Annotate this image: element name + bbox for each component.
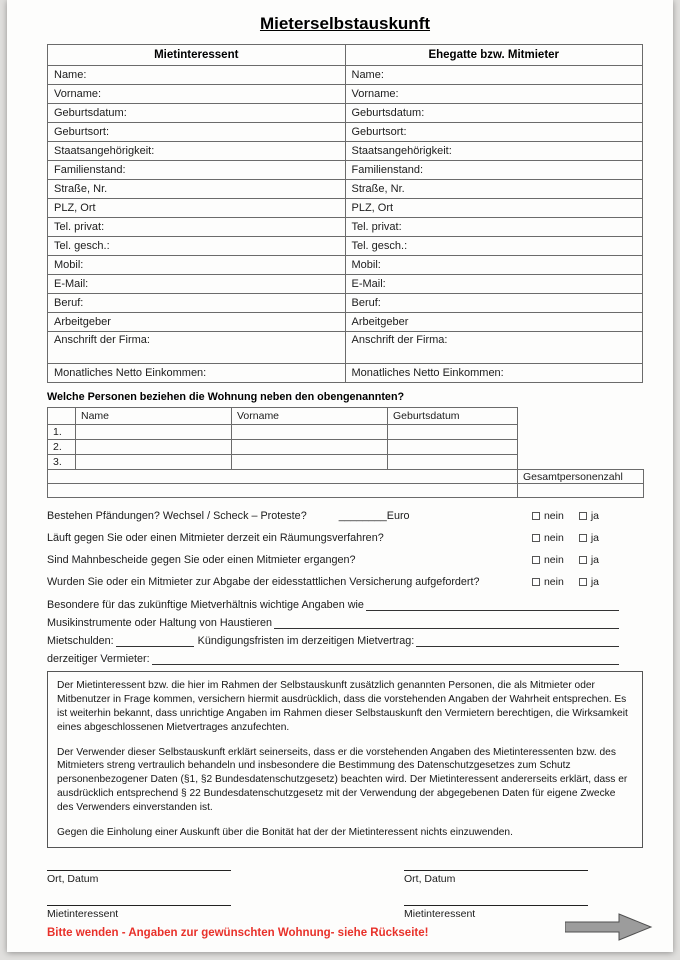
euro-fill-line[interactable]: ________Euro — [338, 510, 410, 522]
applicant-row-name — [48, 66, 643, 85]
line-besondere-angaben — [47, 593, 643, 611]
line-label: Kündigungsfristen im derzeitigen Mietvertrag: — [197, 635, 415, 647]
field-cell-mietinteressent[interactable]: Arbeitgeber — [48, 313, 346, 332]
checkbox-label-ja: ja — [590, 532, 599, 544]
field-cell-mitmieter[interactable]: PLZ, Ort — [345, 199, 643, 218]
question-pfaendungen — [47, 505, 643, 527]
checkbox-ja[interactable] — [579, 534, 587, 542]
column-header-mietinteressent: Mietinteressent — [48, 45, 346, 66]
checkbox-label-ja: ja — [590, 510, 599, 522]
line-derzeitiger-vermieter — [47, 647, 643, 665]
checkbox-label-ja: ja — [590, 576, 599, 588]
checkbox-label-nein: nein — [543, 554, 564, 566]
field-cell-mitmieter[interactable]: Arbeitgeber — [345, 313, 643, 332]
answer-options — [532, 510, 599, 522]
field-cell-mitmieter[interactable]: E-Mail: — [345, 275, 643, 294]
field-cell-mitmieter[interactable]: Mobil: — [345, 256, 643, 275]
applicant-row-email — [48, 275, 643, 294]
mietinteressent-label-right: Mietinteressent — [404, 907, 476, 920]
applicant-row-geburtsort — [48, 123, 643, 142]
applicant-header-row — [48, 45, 643, 66]
applicant-row-arbeitgeber — [48, 313, 643, 332]
field-cell-mitmieter[interactable]: Beruf: — [345, 294, 643, 313]
declaration-paragraph-2: Der Verwender dieser Selbstauskunft erklärt seinerseits, dass er die vorstehenden Angaben des Mietinteressenten bzw. des Mitmieters streng vertraulich behandeln und insbesondere die Bestimmung des Datenschutzgesetzes zum Schutz personenbezogener Daten (§1, §2 Bundesdatenschutzgesetz) beachten wird. Der Mietinteressent andererseits erklärt, dass er ausdrücklich entsprechend § 22 Bundesdatenschutzgesetz mit der Verwendung der abgegebenen Daten für eigene Zwecke des Verwenders einverstanden ist. — [57, 746, 628, 813]
ort-datum-label-left: Ort, Datum — [47, 872, 99, 885]
field-cell-mitmieter[interactable]: Name: — [345, 66, 643, 85]
ort-datum-label-right: Ort, Datum — [404, 872, 456, 885]
checkbox-nein[interactable] — [532, 534, 540, 542]
field-cell-mietinteressent[interactable]: Mobil: — [48, 256, 346, 275]
answer-options — [532, 576, 599, 588]
gesamtpersonenzahl-input-cell[interactable] — [518, 484, 644, 498]
person-row-1 — [48, 425, 644, 440]
checkbox-label-nein: nein — [543, 576, 564, 588]
applicant-row-beruf — [48, 294, 643, 313]
field-cell-mitmieter[interactable]: Geburtsort: — [345, 123, 643, 142]
checkbox-ja[interactable] — [579, 512, 587, 520]
gesamtpersonenzahl-label: Gesamtpersonenzahl — [518, 470, 644, 484]
person-vorname-input-cell[interactable] — [232, 425, 388, 440]
declaration-box — [47, 671, 643, 848]
persons-table — [47, 407, 644, 498]
field-cell-mietinteressent[interactable]: Vorname: — [48, 85, 346, 104]
checkbox-ja[interactable] — [579, 556, 587, 564]
question-text: Läuft gegen Sie oder einen Mitmieter derzeit ein Räumungsverfahren? — [47, 532, 384, 544]
person-name-input-cell[interactable] — [76, 455, 232, 470]
signature-line-ort-datum-left[interactable] — [47, 859, 231, 871]
question-raeumungsverfahren — [47, 527, 643, 549]
answer-options — [532, 532, 599, 544]
field-cell-mietinteressent[interactable]: E-Mail: — [48, 275, 346, 294]
persons-col-header-geburtsdatum: Geburtsdatum — [388, 408, 518, 425]
fill-line[interactable] — [116, 634, 194, 647]
line-label: derzeitiger Vermieter: — [47, 653, 150, 665]
total-input-left-cell — [48, 484, 518, 498]
persons-col-header-name: Name — [76, 408, 232, 425]
person-row-number: 3. — [48, 455, 76, 470]
person-vorname-input-cell[interactable] — [232, 440, 388, 455]
person-geburtsdatum-input-cell[interactable] — [388, 425, 518, 440]
signature-spacer — [231, 859, 404, 885]
field-cell-mitmieter[interactable]: Anschrift der Firma: — [345, 332, 643, 364]
applicant-row-familienstand — [48, 161, 643, 180]
checkbox-nein[interactable] — [532, 578, 540, 586]
person-name-input-cell[interactable] — [76, 440, 232, 455]
person-row-2 — [48, 440, 644, 455]
persons-col-header-vorname: Vorname — [232, 408, 388, 425]
page-title: Mieterselbstauskunft — [259, 14, 431, 33]
signature-line-ort-datum-right[interactable] — [404, 859, 588, 871]
person-row-number: 1. — [48, 425, 76, 440]
person-row-3 — [48, 455, 644, 470]
field-cell-mietinteressent[interactable]: Name: — [48, 66, 346, 85]
field-cell-mitmieter[interactable]: Vorname: — [345, 85, 643, 104]
line-musikinstrumente-haustiere — [47, 611, 643, 629]
checkbox-label-nein: nein — [543, 510, 564, 522]
field-cell-mietinteressent[interactable]: Geburtsort: — [48, 123, 346, 142]
question-text: Sind Mahnbescheide gegen Sie oder einen Mitmieter ergangen? — [47, 554, 356, 566]
total-row-left-cell — [48, 470, 518, 484]
checkbox-nein[interactable] — [532, 556, 540, 564]
spacer-cell — [518, 455, 644, 470]
spacer-cell — [518, 425, 644, 440]
line-label: Besondere für das zukünftige Mietverhältnis wichtige Angaben wie — [47, 599, 364, 611]
applicant-row-geburtsdatum — [48, 104, 643, 123]
applicant-row-vorname — [48, 85, 643, 104]
declaration-paragraph-1: Der Mietinteressent bzw. die hier im Rahmen der Selbstauskunft zusätzlich genannten Personen, die als Mitmieter oder Mitbenutzer in Frage kommen, versichern hiermit ausdrücklich, dass die vorstehenden Angaben der Wahrheit entsprechen. Es ist weiterhin bekannt, dass unrichtige Angaben im Rahmen dieser Selbstauskunft den Vermietern berechtigen, die Wirksamkeit eines abgeschlossenen Mietvertrages anzufechten. — [57, 680, 628, 733]
fill-line[interactable] — [416, 634, 619, 647]
question-text: Wurden Sie oder ein Mitmieter zur Abgabe der eidesstattlichen Versicherung aufgefordert? — [47, 576, 480, 588]
checkbox-nein[interactable] — [532, 512, 540, 520]
field-cell-mitmieter[interactable]: Geburtsdatum: — [345, 104, 643, 123]
field-cell-mietinteressent[interactable]: Tel. gesch.: — [48, 237, 346, 256]
signature-line-mietinteressent-left[interactable] — [47, 894, 231, 906]
signature-spacer — [231, 894, 404, 920]
total-input-row — [48, 484, 644, 498]
applicant-row-strasse — [48, 180, 643, 199]
fill-line[interactable] — [274, 616, 619, 629]
turn-page-notice: Bitte wenden - Angaben zur gewünschten Wohnung- siehe Rückseite! — [47, 926, 429, 939]
field-cell-mitmieter[interactable]: Tel. gesch.: — [345, 237, 643, 256]
line-mietschulden-kuendigungsfristen — [47, 629, 643, 647]
person-vorname-input-cell[interactable] — [232, 455, 388, 470]
applicant-row-plz-ort — [48, 199, 643, 218]
applicant-row-anschrift-firma — [48, 332, 643, 364]
question-text: Bestehen Pfändungen? Wechsel / Scheck – Proteste? — [47, 510, 307, 522]
checkbox-label-ja: ja — [590, 554, 599, 566]
applicant-row-tel-gesch — [48, 237, 643, 256]
person-geburtsdatum-input-cell[interactable] — [388, 455, 518, 470]
field-cell-mietinteressent[interactable]: Geburtsdatum: — [48, 104, 346, 123]
fill-line[interactable] — [152, 652, 619, 665]
checkbox-questions — [47, 505, 643, 593]
spacer-cell — [518, 440, 644, 455]
signature-section — [47, 859, 643, 920]
field-cell-mietinteressent[interactable]: Straße, Nr. — [48, 180, 346, 199]
question-eidesstattliche-versicherung — [47, 571, 643, 593]
column-header-ehegatte: Ehegatte bzw. Mitmieter — [345, 45, 643, 66]
applicant-row-mobil — [48, 256, 643, 275]
person-name-input-cell[interactable] — [76, 425, 232, 440]
fill-line[interactable] — [366, 598, 619, 611]
answer-options — [532, 554, 599, 566]
document-page — [7, 0, 673, 952]
persons-header-row — [48, 408, 644, 425]
field-cell-mitmieter[interactable]: Monatliches Netto Einkommen: — [345, 364, 643, 383]
form-content — [47, 8, 643, 939]
field-cell-mietinteressent[interactable]: Tel. privat: — [48, 218, 346, 237]
mietinteressent-label-left: Mietinteressent — [47, 907, 119, 920]
applicant-table — [47, 44, 643, 383]
field-cell-mitmieter[interactable]: Tel. privat: — [345, 218, 643, 237]
signature-line-mietinteressent-right[interactable] — [404, 894, 588, 906]
field-cell-mietinteressent[interactable]: Beruf: — [48, 294, 346, 313]
applicant-row-staatsangehoerigkeit — [48, 142, 643, 161]
spacer-cell — [518, 408, 644, 425]
total-label-row — [48, 470, 644, 484]
field-cell-mitmieter[interactable]: Straße, Nr. — [345, 180, 643, 199]
field-cell-mietinteressent[interactable]: Familienstand: — [48, 161, 346, 180]
field-cell-mietinteressent[interactable]: Monatliches Netto Einkommen: — [48, 364, 346, 383]
field-cell-mietinteressent[interactable]: Anschrift der Firma: — [48, 332, 346, 364]
field-cell-mitmieter[interactable]: Staatsangehörigkeit: — [345, 142, 643, 161]
person-row-number: 2. — [48, 440, 76, 455]
field-cell-mitmieter[interactable]: Familienstand: — [345, 161, 643, 180]
line-label: Mietschulden: — [47, 635, 114, 647]
applicant-row-netto-einkommen — [48, 364, 643, 383]
person-number-header-cell — [48, 408, 76, 425]
field-cell-mietinteressent[interactable]: Staatsangehörigkeit: — [48, 142, 346, 161]
turn-page-arrow-icon — [565, 912, 653, 942]
checkbox-ja[interactable] — [579, 578, 587, 586]
field-cell-mietinteressent[interactable]: PLZ, Ort — [48, 199, 346, 218]
persons-question: Welche Personen beziehen die Wohnung neben den obengenannten? — [47, 391, 405, 403]
applicant-row-tel-privat — [48, 218, 643, 237]
declaration-paragraph-3: Gegen die Einholung einer Auskunft über die Bonität hat der der Mietinteressent nichts einzuwenden. — [57, 826, 513, 838]
person-geburtsdatum-input-cell[interactable] — [388, 440, 518, 455]
checkbox-label-nein: nein — [543, 532, 564, 544]
line-label: Musikinstrumente oder Haltung von Haustieren — [47, 617, 273, 629]
question-mahnbescheide — [47, 549, 643, 571]
